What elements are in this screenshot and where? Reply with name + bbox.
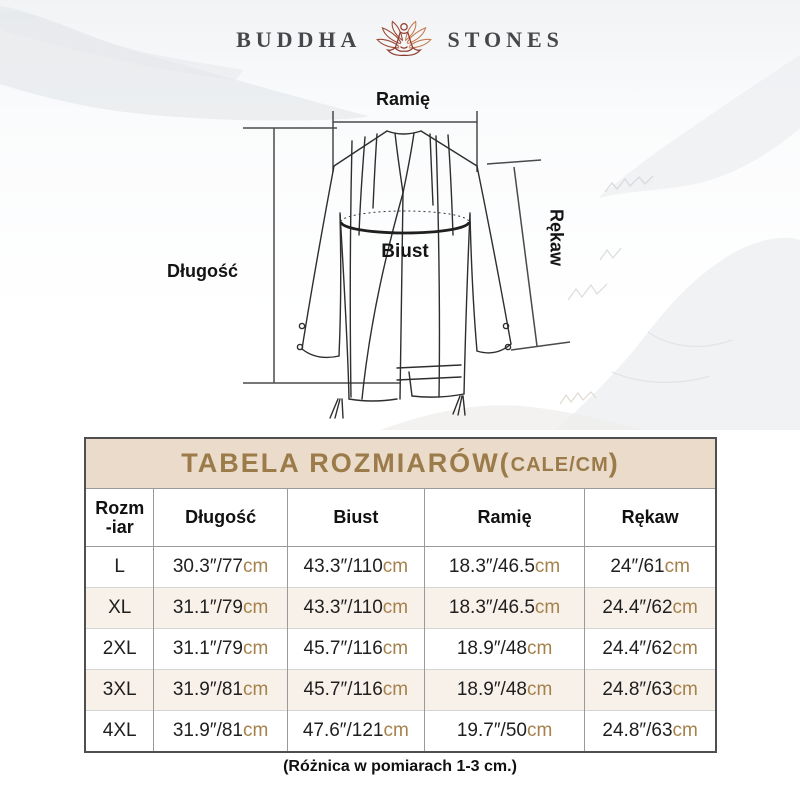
size-cell: L	[114, 556, 125, 577]
table-row	[86, 629, 715, 670]
measurement-value: 31.9″/81	[172, 679, 243, 700]
size-table-body	[86, 547, 715, 752]
measurement-cell	[287, 670, 424, 711]
measurement-cell	[585, 711, 715, 752]
shoulder-measure-label: Ramię	[375, 89, 431, 109]
measurement-value: 24.4″/62	[602, 638, 673, 659]
measurement-tolerance-note: (Różnica w pomiarach 1-3 cm.)	[283, 758, 517, 775]
measurement-unit: cm	[672, 638, 698, 659]
measurement-value: 18.9″/48	[456, 638, 527, 659]
measurement-unit: cm	[382, 638, 409, 659]
measurement-cell	[287, 588, 424, 629]
measurement-cell	[424, 629, 584, 670]
size-table	[84, 437, 717, 753]
measurement-unit: cm	[672, 597, 698, 618]
measurement-cell	[154, 711, 287, 752]
measurement-unit: cm	[534, 556, 561, 577]
measurement-unit: cm	[382, 556, 409, 577]
bust-measure-label: Biust	[381, 241, 429, 262]
measurement-cell	[585, 629, 715, 670]
col-header-size	[86, 489, 154, 547]
measurement-value: 18.9″/48	[456, 679, 527, 700]
measurement-cell	[154, 670, 287, 711]
measurement-value: 31.1″/79	[172, 638, 243, 659]
size-cell: 2XL	[86, 629, 154, 670]
measurement-cell	[585, 588, 715, 629]
col-header-size-line2: -iar	[105, 516, 134, 537]
size-table-grid	[86, 489, 715, 751]
table-row	[86, 588, 715, 629]
col-header-shoulder: Ramię	[424, 489, 584, 547]
measurement-cell	[424, 588, 584, 629]
col-header-sleeve: Rękaw	[585, 489, 715, 547]
kimono-jacket-drawing	[297, 131, 511, 418]
measurement-unit: cm	[242, 556, 269, 577]
measurement-cell	[585, 670, 715, 711]
measurement-value: 24″/61	[610, 556, 665, 577]
measurement-value: 43.3″/110	[303, 597, 383, 618]
measurement-unit: cm	[672, 720, 698, 741]
measurement-unit: cm	[242, 597, 269, 618]
measurement-cell	[585, 547, 715, 588]
measurement-unit: cm	[672, 679, 698, 700]
measurement-cell	[154, 629, 287, 670]
col-header-length: Długość	[154, 489, 287, 547]
table-row	[86, 547, 715, 588]
measurement-value: 45.7″/116	[303, 638, 383, 659]
measurement-unit: cm	[242, 679, 269, 700]
measurement-value: 18.3″/46.5	[448, 597, 535, 618]
sleeve-measure-label: Rękaw	[546, 208, 567, 267]
brand-name-right: STONES	[447, 27, 564, 52]
measurement-unit: cm	[526, 638, 553, 659]
measurement-unit: cm	[242, 720, 269, 741]
measurement-cell	[424, 711, 584, 752]
measurement-unit: cm	[526, 679, 553, 700]
measurement-unit: cm	[664, 556, 690, 577]
measurement-value: 47.6″/121	[302, 720, 384, 741]
lotus-meditation-icon	[375, 17, 433, 63]
measurement-cell	[287, 711, 424, 752]
size-table-title-main: TABELA ROZMIARÓW(	[181, 448, 511, 478]
measurement-value: 31.9″/81	[172, 720, 243, 741]
measurement-cell	[424, 670, 584, 711]
size-table-title-close: )	[608, 448, 620, 478]
measurement-unit: cm	[534, 597, 561, 618]
measurement-value: 18.3″/46.5	[448, 556, 535, 577]
size-table-title-units: CALE/CM	[510, 453, 609, 476]
measurement-unit: cm	[383, 720, 409, 741]
measurement-value: 30.3″/77	[172, 556, 243, 577]
measurement-value: 24.8″/63	[602, 720, 673, 741]
measurement-value: 45.7″/116	[303, 679, 383, 700]
brand-header	[0, 12, 800, 68]
col-header-bust: Biust	[287, 489, 424, 547]
size-table-title	[86, 439, 715, 489]
measurement-value: 24.8″/63	[602, 679, 673, 700]
measurement-unit: cm	[382, 679, 409, 700]
measurement-cell	[154, 547, 287, 588]
col-header-size-line1: Rozm	[95, 497, 145, 518]
length-measure-label: Długość	[166, 261, 238, 281]
size-cell: 4XL	[86, 711, 154, 752]
brand-name-left: BUDDHA	[236, 27, 362, 52]
measurement-cell	[154, 588, 287, 629]
table-row	[86, 711, 715, 752]
measurement-cell	[287, 629, 424, 670]
measurement-cell	[287, 547, 424, 588]
size-cell: 3XL	[86, 670, 154, 711]
column-header-row	[86, 489, 715, 547]
measurement-value: 19.7″/50	[456, 720, 527, 741]
measurement-value: 43.3″/110	[303, 556, 383, 577]
table-row	[86, 670, 715, 711]
measurement-unit: cm	[382, 597, 409, 618]
size-cell: XL	[86, 588, 154, 629]
measurement-value: 24.4″/62	[602, 597, 673, 618]
measurement-cell	[424, 547, 584, 588]
measurement-value: 31.1″/79	[172, 597, 243, 618]
measurement-unit: cm	[526, 720, 553, 741]
measurement-unit: cm	[242, 638, 269, 659]
